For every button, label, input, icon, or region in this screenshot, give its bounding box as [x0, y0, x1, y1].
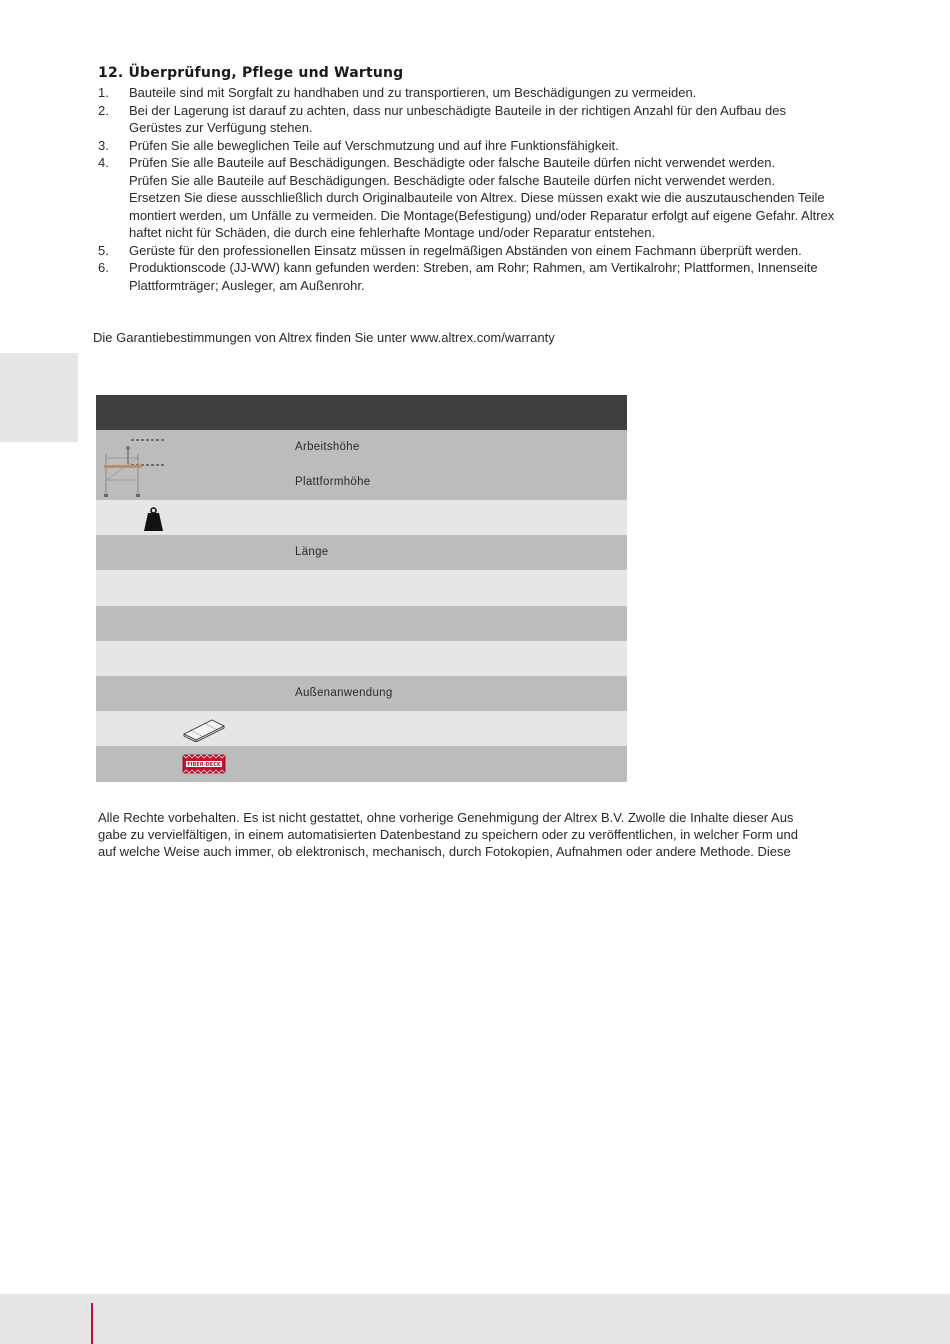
copyright-line: gabe zu vervielfältigen, in einem automatisierten Datenbestand zu speichern oder zu veröffentlichen, in welcher Form und — [98, 827, 798, 842]
spec-row-outdoor — [96, 676, 627, 711]
step-number: 5. — [98, 242, 109, 258]
list-item — [98, 84, 898, 102]
side-tab — [0, 353, 78, 442]
step-line: Prüfen Sie alle beweglichen Teile auf Verschmutzung und auf ihre Funktionsfähigkeit. — [129, 137, 619, 153]
step-line: montiert werden, um Unfälle zu vermeiden. Die Montage(Befestigung) und/oder Reparatur erfolgt auf eigene Gefahr. Altrex — [129, 207, 835, 223]
spec-row-empty — [96, 606, 627, 641]
copyright-line: Alle Rechte vorbehalten. Es ist nicht gestattet, ohne vorherige Genehmigung der Altrex B.V. Zwolle die Inhalte dieser Aus — [98, 810, 794, 825]
step-line: Bei der Lagerung ist darauf zu achten, dass nur unbeschädigte Bauteile in der richtigen Anzahl für den Aufbau des — [129, 102, 786, 118]
working-height-label: Arbeitshöhe — [295, 441, 360, 453]
scaffold-height-icon — [100, 436, 164, 503]
spec-table-header — [96, 395, 627, 430]
section-title: 12. Überprüfung, Pflege und Wartung — [98, 65, 404, 81]
step-text — [129, 84, 898, 102]
step-number: 1. — [98, 85, 109, 100]
step-line: Produktionscode (JJ-WW) kann gefunden werden: Streben, am Rohr; Rahmen, am Vertikalrohr; Plattformen, Innenseite — [129, 260, 818, 275]
step-text — [129, 154, 898, 242]
length-label: Länge — [295, 546, 329, 559]
step-line: Prüfen Sie alle Bauteile auf Beschädigungen. Beschädigte oder falsche Bauteile dürfen nicht verwendet werden. — [129, 172, 776, 188]
list-item — [98, 259, 898, 294]
footer-accent-line — [91, 1303, 93, 1344]
outdoor-use-label: Außenanwendung — [295, 686, 393, 699]
spec-row-length — [96, 535, 627, 570]
list-item — [98, 242, 898, 260]
spec-row-height — [96, 430, 627, 500]
step-line: haftet nicht für Schäden, die durch eine fehlerhafte Montage und/oder Reparatur entstehen. — [129, 225, 656, 240]
weight-icon — [143, 507, 164, 536]
list-item — [98, 154, 898, 242]
step-line: Plattformträger; Ausleger, am Außenrohr. — [129, 277, 365, 293]
list-item — [98, 102, 898, 137]
fiber-deck-logo-text: FIBER-DECK — [187, 762, 221, 769]
spec-row-empty — [96, 570, 627, 605]
platform-height-label: Plattformhöhe — [295, 476, 371, 488]
footer-band — [0, 1294, 950, 1344]
spec-table — [96, 395, 627, 782]
step-text — [129, 137, 898, 155]
step-number: 3. — [98, 137, 109, 153]
warranty-text: Die Garantiebestimmungen von Altrex finden Sie unter www.altrex.com/warranty — [93, 330, 555, 345]
inspection-steps-list — [98, 84, 898, 294]
step-line: Gerüste für den professionellen Einsatz müssen in regelmäßigen Abständen von einem Fachmann überprüft werden. — [129, 242, 802, 258]
copyright-line: auf welche Weise auch immer, ob elektronisch, mechanisch, durch Fotokopien, Aufnahmen oder andere Methode. Diese — [98, 844, 791, 859]
step-number: 6. — [98, 260, 109, 275]
step-number: 4. — [98, 155, 109, 170]
step-text — [129, 259, 898, 294]
step-line: Ersetzen Sie diese ausschließlich durch Originalbauteile von Altrex. Diese müssen exakt wie die auszutauschenden Teile — [129, 190, 825, 205]
step-number: 2. — [98, 102, 109, 118]
step-line: Bauteile sind mit Sorgfalt zu handhaben und zu transportieren, um Beschädigungen zu vermeiden. — [129, 85, 697, 100]
spec-row-weight — [96, 500, 627, 535]
list-item — [98, 137, 898, 155]
fiber-deck-icon — [180, 752, 228, 781]
step-text — [129, 102, 898, 137]
spec-row-fiber-deck — [96, 746, 627, 781]
copyright-notice — [98, 809, 888, 860]
spec-row-empty — [96, 641, 627, 676]
platform-icon — [182, 718, 226, 747]
step-line: Prüfen Sie alle Bauteile auf Beschädigungen. Beschädigte oder falsche Bauteile dürfen nicht verwendet werden. — [129, 155, 776, 170]
step-text — [129, 242, 898, 260]
step-line: Gerüstes zur Verfügung stehen. — [129, 120, 313, 135]
spec-row-platform — [96, 711, 627, 746]
